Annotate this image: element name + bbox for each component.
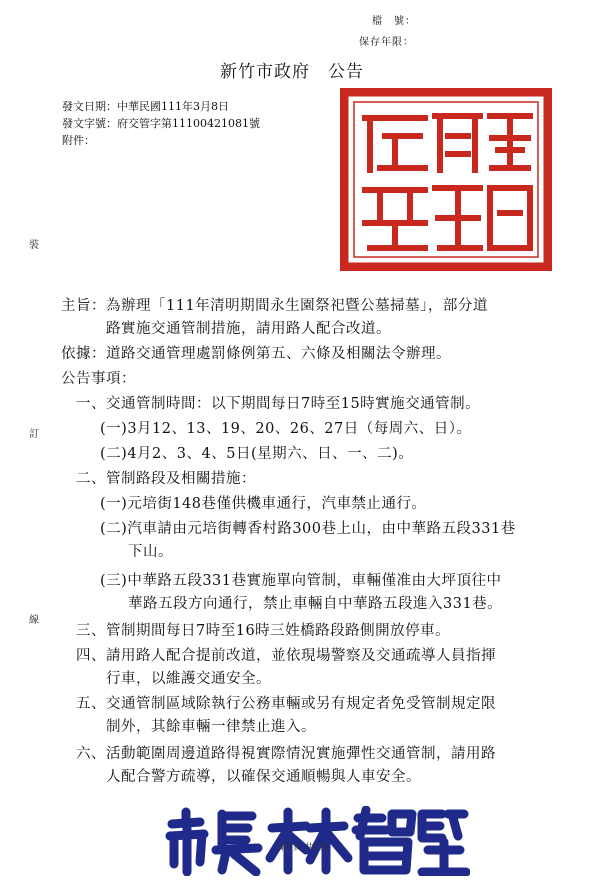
item-2-sub-1: (一)元培街148巷僅供機車通行，汽車禁止通行。 [100, 496, 427, 512]
document-number: 發文字號：府交管字第11100421081號 [62, 117, 260, 130]
retention-label: 保存年限： [359, 37, 414, 48]
item-2-sub-2-line-1: (二)汽車請由元培街轉香村路300巷上山，由中華路五段331巷 [100, 521, 516, 537]
item-1-sub-2: (二)4月2、3、4、5日(星期六、日、一、二)。 [100, 446, 414, 462]
item-2-sub-3-line-2: 華路五段方向通行，禁止車輛自中華路五段進入331巷。 [128, 596, 503, 612]
items-heading: 公告事項： [61, 371, 136, 387]
item-2: 二、管制路段及相關措施： [76, 471, 256, 487]
item-6-line-1: 六、活動範圍周邊道路得視實際情況實施彈性交通管制，請用路 [76, 746, 496, 762]
item-5-line-2: 制外，其餘車輛一律禁止進入。 [106, 719, 316, 735]
item-5-line-1: 五、交通管制區域除執行公務車輛或另有規定者免受管制規定限 [76, 696, 496, 712]
page-number: 第1頁 共2頁 [278, 843, 329, 853]
item-2-sub-2-line-2: 下山。 [128, 544, 173, 560]
binding-mark-bind: 裝 [29, 240, 39, 251]
item-4-line-2: 行車，以維護交通安全。 [106, 671, 271, 687]
item-1-sub-1: (一)3月12、13、19、20、26、27日（每周六、日）。 [100, 421, 472, 437]
item-3: 三、管制期間每日7時至16時三姓橋路段路側開放停車。 [76, 623, 451, 639]
official-seal [340, 88, 552, 271]
attachment-label: 附件： [62, 134, 95, 147]
item-4-line-1: 四、請用路人配合提前改道，並依現場警察及交通疏導人員指揮 [76, 648, 496, 664]
item-1: 一、交通管制時間：以下期間每日7時至15時實施交通管制。 [76, 396, 481, 412]
legal-basis: 依據：道路交通管理處罰條例第五、六條及相關法令辦理。 [61, 346, 451, 362]
binding-mark-line: 線 [29, 615, 39, 626]
binding-mark-staple: 訂 [29, 429, 39, 440]
file-number-label: 檔 號： [372, 16, 416, 27]
item-6-line-2: 人配合警方疏導，以確保交通順暢與人車安全。 [106, 769, 421, 785]
page-title: 新竹市政府 公告 [220, 62, 364, 82]
subject-line-1: 主旨：為辦理「111年清明期間永生園祭祀暨公墓掃墓」，部分道 [61, 298, 488, 314]
item-2-sub-3-line-1: (三)中華路五段331巷實施單向管制，車輛僅准由大坪頂往中 [100, 573, 502, 589]
issue-date: 發文日期：中華民國111年3月8日 [62, 100, 229, 113]
subject-line-2: 路實施交通管制措施，請用路人配合改道。 [106, 321, 391, 337]
